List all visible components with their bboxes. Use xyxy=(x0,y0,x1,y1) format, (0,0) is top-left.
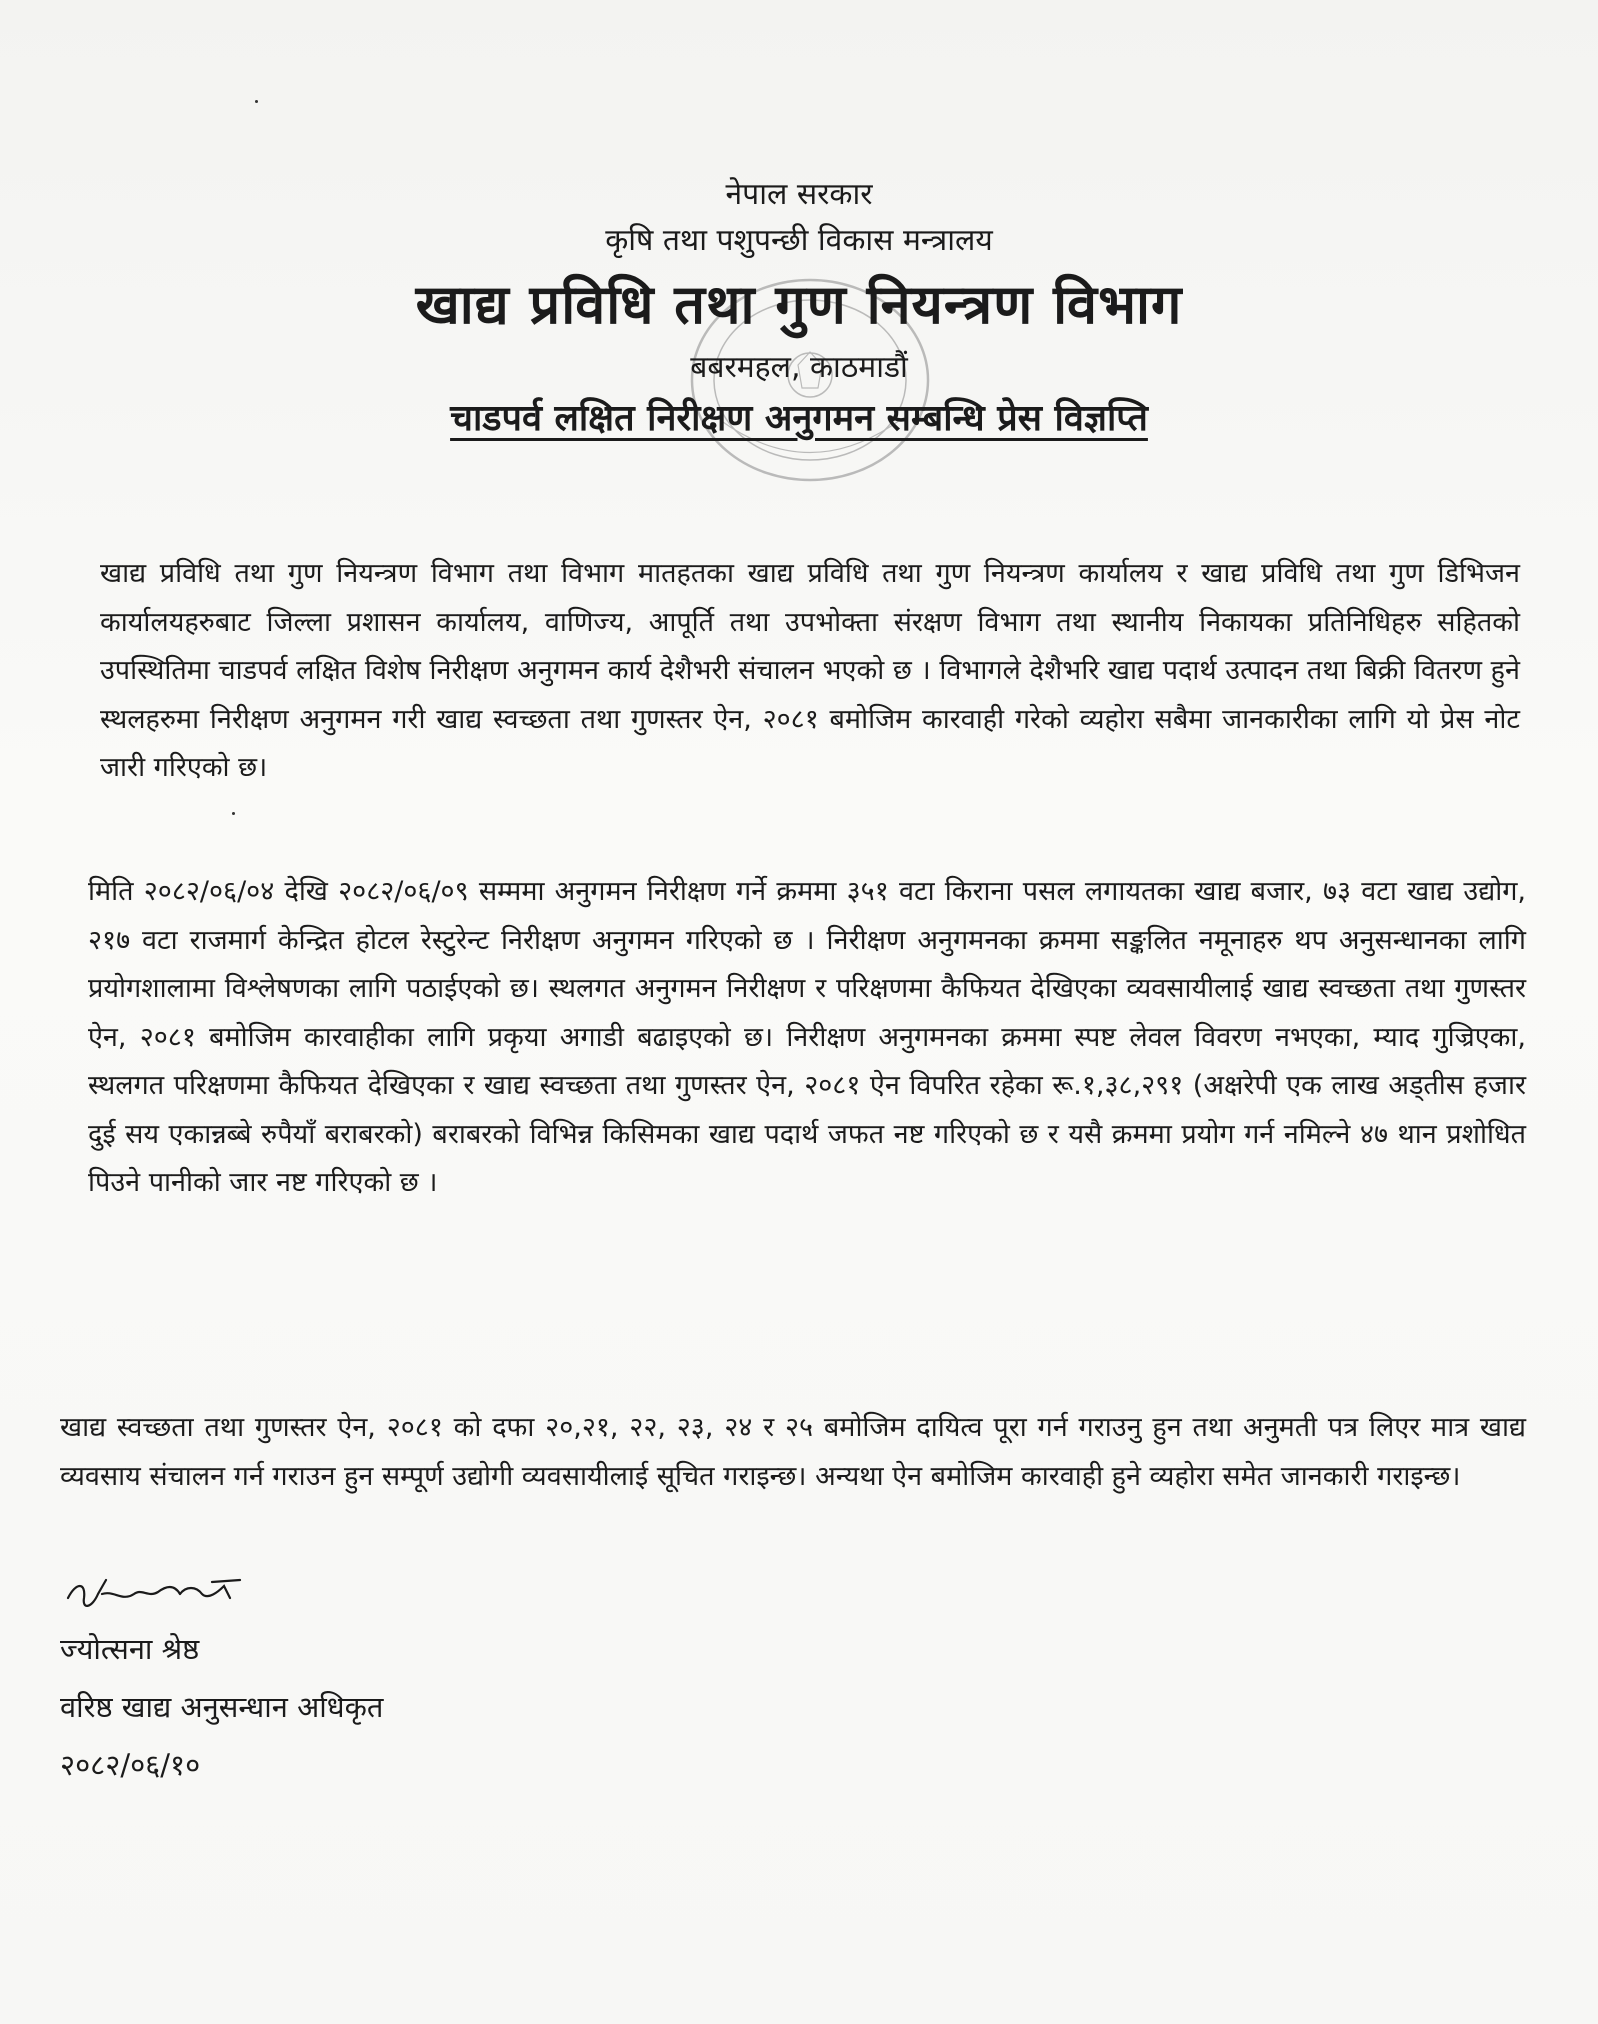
department-name: खाद्य प्रविधि तथा गुण नियन्त्रण विभाग xyxy=(415,273,1183,336)
government-name: नेपाल सरकार xyxy=(725,177,873,212)
office-address: बबरमहल, काठमाडौं xyxy=(690,350,908,385)
press-release-title: चाडपर्व लक्षित निरीक्षण अनुगमन सम्बन्धि प्रेस विज्ञप्ति xyxy=(450,398,1148,439)
paragraph-inspection-details: मिति २०८२/०६/०४ देखि २०८२/०६/०९ सम्ममा अनुगमन निरीक्षण गर्ने क्रममा ३५१ वटा किराना पसल लगायतका खाद्य बजार, ७३ वटा खाद्य उद्योग, २१७ वटा राजमार्ग केन्द्रित होटल रेस्टुरेन्ट निरीक्षण अनुगमन गरिएको छ । निरीक्षण अनुगमनका क्रममा सङ्कलित नमूनाहरु थप अनुसन्धानका लागि प्रयोगशालामा विश्लेषणका लागि पठाईएको छ। स्थलगत अनुगमन निरीक्षण र परिक्षणमा कैफियत देखिएका व्यवसायीलाई खाद्य स्वच्छता तथा गुणस्तर ऐन, २०८१ बमोजिम कारवाहीका लागि प्रकृया अगाडी बढाइएको छ। निरीक्षण अनुगमनका क्रममा स्पष्ट लेवल विवरण नभएका, म्याद गुज्रिएका, स्थलगत परिक्षणमा कैफियत देखिएका र खाद्य स्वच्छता तथा गुणस्तर ऐन, २०८१ ऐन विपरित रहेका रू.१,३८,२९१ (अक्षरेपी एक लाख अड्तीस हजार दुई सय एकान्नब्बे रुपैयाँ बराबरको) बराबरको विभिन्न किसिमका खाद्य पदार्थ जफत नष्ट गरिएको छ र यसै क्रममा प्रयोग गर्न नमिल्ने ४७ थान प्रशोधित पिउने पानीको जार नष्ट गरिएको छ । xyxy=(88,876,1526,1198)
signature-date: २०८२/०६/१० xyxy=(60,1748,201,1782)
paper-speck xyxy=(232,812,235,815)
paper-speck xyxy=(255,100,258,103)
handwritten-signature-icon xyxy=(62,1564,262,1624)
paragraph-notice: खाद्य स्वच्छता तथा गुणस्तर ऐन, २०८१ को दफा २०,२१, २२, २३, २४ र २५ बमोजिम दायित्व पूरा गर्न गराउनु हुन तथा अनुमती पत्र लिएर मात्र खाद्य व्यवसाय संचालन गर्न गराउन हुन सम्पूर्ण उद्योगी व्यवसायीलाई सूचित गराइन्छ। अन्यथा ऐन बमोजिम कारवाही हुने व्यहोरा समेत जानकारी गराइन्छ। xyxy=(60,1412,1526,1492)
paragraph-intro: खाद्य प्रविधि तथा गुण नियन्त्रण विभाग तथा विभाग मातहतका खाद्य प्रविधि तथा गुण नियन्त्रण कार्यालय र खाद्य प्रविधि तथा गुण डिभिजन कार्यालयहरुबाट जिल्ला प्रशासन कार्यालय, वाणिज्य, आपूर्ति तथा उपभोक्ता संरक्षण विभाग तथा स्थानीय निकायका प्रतिनिधिहरु सहितको उपस्थितिमा चाडपर्व लक्षित विशेष निरीक्षण अनुगमन कार्य देशैभरी संचालन भएको छ । विभागले देशैभरि खाद्य पदार्थ उत्पादन तथा बिक्री वितरण हुने स्थलहरुमा निरीक्षण अनुगमन गरी खाद्य स्वच्छता तथा गुणस्तर ऐन, २०८१ बमोजिम कारवाही गरेको व्यहोरा सबैमा जानकारीका लागि यो प्रेस नोट जारी गरिएको छ। xyxy=(100,558,1520,783)
ministry-name: कृषि तथा पशुपन्छी विकास मन्त्रालय xyxy=(605,223,993,258)
signatory-name: ज्योत्सना श्रेष्ठ xyxy=(60,1632,200,1666)
signatory-designation: वरिष्ठ खाद्य अनुसन्धान अधिकृत xyxy=(60,1690,384,1724)
signature-block xyxy=(60,1620,383,1794)
letterhead xyxy=(0,172,1598,448)
